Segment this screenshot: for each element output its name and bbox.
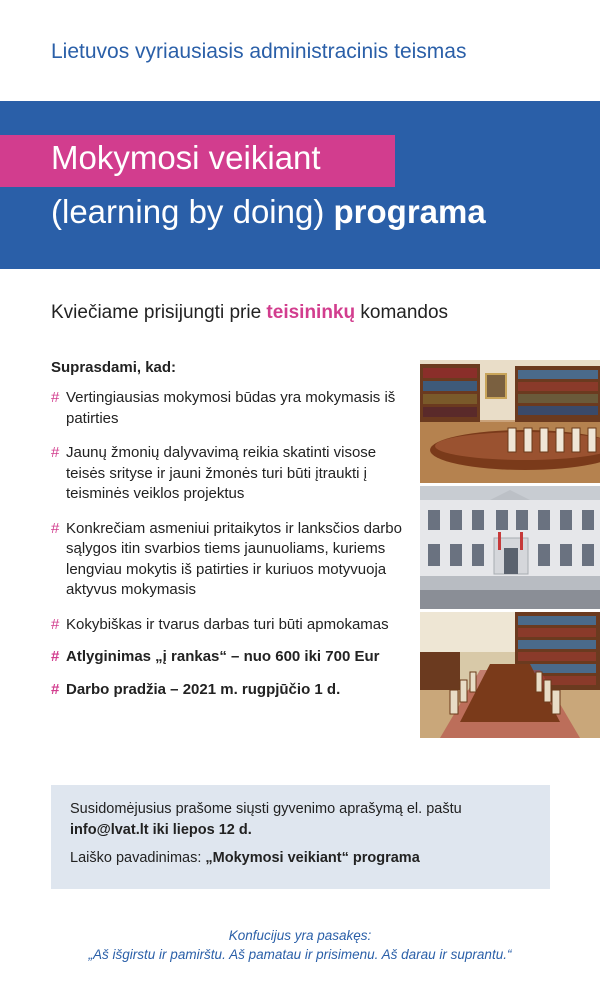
hash-icon: # — [51, 389, 60, 406]
contact-subject — [70, 848, 531, 869]
title-line-2 — [51, 193, 486, 231]
quote-attribution: Konfucijus yra pasakęs: — [228, 928, 372, 943]
salary-item — [51, 647, 406, 668]
list-item — [51, 443, 406, 505]
conference-hall-photo — [420, 612, 600, 738]
list-item-text: Darbo pradžia – 2021 m. rugpjūčio 1 d. — [66, 680, 341, 698]
start-date-item — [51, 680, 406, 701]
list-lead: Suprasdami, kad: — [51, 359, 177, 376]
hash-icon: # — [51, 615, 60, 633]
quote-text: „Aš išgirstu ir pamirštu. Aš pamatau ir prisimenu. Aš darau ir suprantu.“ — [88, 947, 512, 962]
office-photo — [420, 360, 600, 483]
list-item-text: Vertingiausias mokymosi būdas yra mokymasis iš patirties — [66, 389, 396, 427]
organization-name: Lietuvos vyriausiasis administracinis teismas — [51, 40, 467, 63]
hash-icon: # — [51, 519, 60, 537]
building-photo — [420, 486, 600, 609]
reasons-list — [51, 388, 406, 700]
list-item-text: Konkrečiam asmeniui pritaikytos ir lanksčios darbo sąlygos itin svarbios tiems jaunuoliams, kuriems lengviau mokytis iš patirties ir kuriuos motyvuoja aktyvus mokymasis — [66, 519, 402, 598]
list-item — [51, 615, 406, 636]
title-line-2-bold: programa — [333, 193, 486, 230]
invitation-before: Kviečiame prisijungti prie — [51, 302, 267, 323]
contact-subject-value: „Mokymosi veikiant“ programa — [205, 850, 420, 866]
contact-email-deadline: info@lvat.lt iki liepos 12 d. — [70, 822, 252, 838]
hash-icon: # — [51, 680, 60, 698]
title-line-2-regular: (learning by doing) — [51, 193, 334, 230]
list-item-text: Kokybiškas ir tvarus darbas turi būti apmokamas — [66, 615, 389, 633]
contact-subject-label: Laiško pavadinimas: — [70, 850, 206, 866]
contact-instruction: Susidomėjusius prašome siųsti gyvenimo aprašymą el. paštu — [70, 801, 462, 817]
hash-icon: # — [51, 648, 60, 665]
list-item — [51, 519, 406, 601]
list-item-text: Atlyginimas „į rankas“ – nuo 600 iki 700 Eur — [66, 648, 380, 665]
confucius-quote — [0, 926, 600, 964]
invitation-after: komandos — [355, 302, 449, 323]
invitation-text — [51, 302, 448, 324]
title-banner — [0, 101, 600, 269]
title-line-1: Mokymosi veikiant — [51, 139, 321, 176]
contact-box — [51, 785, 550, 889]
list-item — [51, 388, 406, 429]
hash-icon: # — [51, 444, 60, 461]
list-item-text: Jaunų žmonių dalyvavimą reikia skatinti visose teisės srityse ir jauni žmonės turi būti įtraukti į teisminės veiklos projektus — [66, 444, 377, 502]
invitation-highlight: teisininkų — [266, 302, 356, 323]
